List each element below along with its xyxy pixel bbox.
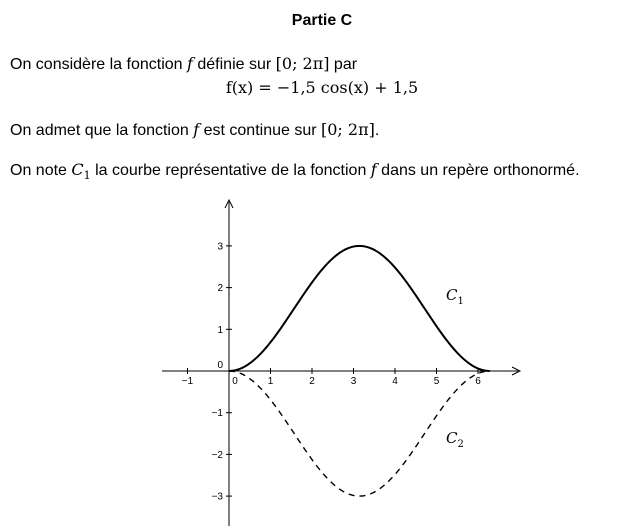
y-tick-label: 2 xyxy=(217,283,223,295)
y-tick-label: −1 xyxy=(211,408,223,420)
curve-label-c1: $C_1$ xyxy=(446,286,464,307)
function-symbol: f xyxy=(187,54,193,73)
y-tick-label: −3 xyxy=(211,491,223,503)
y-tick-label: 1 xyxy=(217,324,223,336)
x-tick-label: 0 xyxy=(232,376,238,387)
x-tick-label: 4 xyxy=(392,376,398,387)
function-graph xyxy=(0,190,644,528)
continuity-text-3: . xyxy=(374,122,380,139)
x-tick-label: 6 xyxy=(475,376,481,387)
x-tick-label: 3 xyxy=(350,376,357,387)
definition-text-2: définie sur xyxy=(192,56,276,73)
curve-text-1: On note xyxy=(10,162,72,179)
curve-symbol: C xyxy=(71,160,84,179)
y-tick-label: −2 xyxy=(211,449,223,461)
y-tick-label: 3 xyxy=(217,241,223,253)
x-tick-label: 2 xyxy=(309,376,315,387)
curve-subscript: 1 xyxy=(83,169,91,183)
curve-label-subscript: 1 xyxy=(457,296,464,307)
definition-text-3: par xyxy=(329,56,358,73)
continuity-text-2: est continue sur xyxy=(199,122,321,139)
formula-expression: f(x) = −1,5 cos(x) + 1,5 xyxy=(225,78,419,97)
definition-text-1: On considère la fonction xyxy=(10,56,187,73)
curve-label-c2: $C_2$ xyxy=(446,429,464,450)
continuity-interval: [0; 2π] xyxy=(321,120,375,139)
x-tick-label: 5 xyxy=(433,376,440,387)
curve-c1 xyxy=(229,246,490,371)
curve-label-subscript: 2 xyxy=(457,439,464,450)
continuity-text-1: On admet que la fonction xyxy=(10,122,194,139)
y-tick-label: 0 xyxy=(217,360,223,371)
section-title: Partie C xyxy=(291,12,353,29)
definition-sentence xyxy=(10,54,357,74)
continuity-sentence xyxy=(10,120,379,140)
curve-text-3: dans un repère orthonormé. xyxy=(376,162,580,179)
function-symbol-2: f xyxy=(193,120,200,139)
function-formula xyxy=(0,78,644,97)
curve-text-2: la courbe représentative de la fonction xyxy=(90,162,371,179)
definition-interval: [0; 2π] xyxy=(275,54,330,73)
x-tick-label: 1 xyxy=(267,376,274,387)
x-tick-label: −1 xyxy=(181,376,194,387)
function-symbol-3: f xyxy=(370,160,377,179)
curve-sentence xyxy=(10,160,580,182)
